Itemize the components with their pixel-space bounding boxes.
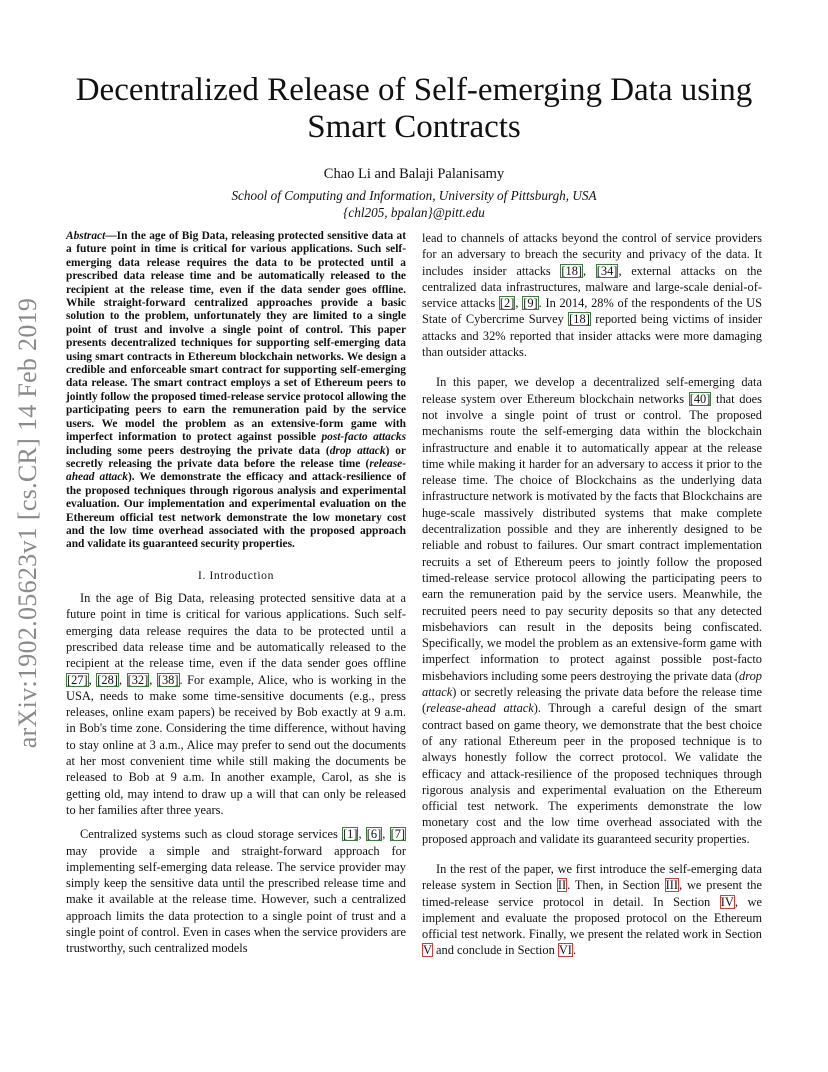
citation-link[interactable]: [6]: [366, 827, 382, 842]
paragraph-text: , we present the timed-release service protocol in detail. In Section: [422, 878, 762, 909]
section-heading-introduction: I. Introduction: [198, 568, 274, 582]
paragraph-text: In this paper, we develop a decentralized self-emerging data release system over Ethereum blockchain networks: [422, 375, 762, 406]
intro-paragraph-3: lead to channels of attacks beyond the control of service providers for an adversary to breach the security and privacy of the data. It includes insider attacks [18], [34], external attacks on the centralized data infrastructures, malware and large-scale denial-of-service attacks [2], [9]. In 2014, 28% of the respondents of the US State of Cybercrime Survey [18] reported being victims of insider attacks and 32% reported that insider attacks were more damaging than outsider attacks.: [422, 231, 763, 360]
abstract-emphasis: release-ahead attack: [66, 457, 406, 484]
intro-paragraph-4: [422, 374, 762, 847]
citation-link[interactable]: [9]: [523, 296, 538, 311]
abstract-emphasis: post-facto attacks: [321, 431, 407, 444]
paragraph-text: lead to channels of attacks beyond the control of service providers for an adversary to breach the security and privacy of the data. It includes insider attacks: [422, 231, 762, 278]
emphasis: drop attack: [422, 668, 762, 700]
paragraph-text: , we implement and evaluate the proposed protocol on the Ethereum official test network. Finally, we present the related work in Section: [422, 894, 762, 942]
paper-title: Decentralized Release of Self-emerging Data using Smart Contracts: [75, 72, 753, 145]
right-column: [422, 230, 762, 967]
paper-authors: Chao Li and Balaji Palanisamy: [323, 166, 505, 182]
abstract-text: —In the age of Big Data, releasing protected sensitive data at a future point in time is critical for various applications. Such self-emerging data release requires the data to be protected until a prescribed data release time and be automatically released to the recipient at the release time, even if the data sender goes offline. While straight-forward centralized approaches provide a basic solution to the problem, unfortunately they are limited to a single point of trust and involve a single point of control. This paper presents decentralized techniques for supporting self-emerging data using smart contracts in Ethereum blockchain networks. We design a credible and enforceable smart contract for supporting self-emerging data release. The smart contract employs a set of Ethereum peers to jointly follow the proposed timed-release service protocol allowing the participating peers to earn the remuneration paid by the service users. We model the problem as an extensive-form game with imperfect information to protect against possible: [66, 230, 406, 444]
paragraph-text: Centralized systems such as cloud storage services: [80, 827, 343, 842]
paragraph-text: . For example, Alice, who is working in the USA, needs to make some time-sensitive documents (e.g., press releases, online exam papers) be received by Bob exactly at 9 a.m. in Bob's time zone. Considering the time difference, without having to stay online at 3 a.m., Alice may prefer to send out the documents at her most convenient time while still making the documents be released to Bob at 9 a.m. In another example, Carol, as she is getting old, may intend to draw up a will that can only be released to her families after three years.: [66, 672, 406, 817]
paragraph-text: . In 2014, 28% of the respondents of the US State of Cybercrime Survey: [422, 296, 762, 327]
citation-link[interactable]: [40]: [689, 391, 711, 406]
intro-paragraph-5: [422, 861, 762, 959]
affiliation-block: [60, 187, 768, 221]
paragraph-text: , external attacks on the centralized data infrastructures, malware and large-scale denial-of-service attacks: [422, 263, 762, 311]
citation-link[interactable]: [18]: [569, 312, 590, 327]
section-ref-link[interactable]: II: [557, 878, 567, 893]
affiliation: School of Computing and Information, University of Pittsburgh, USA: [231, 188, 597, 203]
citation-link[interactable]: [34]: [596, 263, 618, 278]
abstract-text: including some peers destroying the private data (: [66, 444, 330, 457]
paragraph-text: In the age of Big Data, releasing protected sensitive data at a future point in time is critical for various applications. Such self-emerging data release requires the data to be protected until a prescribed data release time and be automatically released to the recipient at the release time, even if the data sender goes offline: [66, 591, 406, 671]
intro-paragraph-2: Centralized systems such as cloud storage services [1], [6], [7] may provide a simple and straight-forward approach for implementing self-emerging data release. The service provider may simply keep the sensitive data until the prescribed release time and make it available at the release time. However, such a centralized approach limits the data protection to a single point of trust and a single point of control. Even in cases when the service providers are trustworthy, such centralized models: [66, 827, 406, 956]
section-ref-link[interactable]: IV: [720, 894, 734, 909]
left-column: [66, 230, 406, 965]
citation-link[interactable]: [7]: [390, 827, 406, 842]
section-ref-link[interactable]: III: [665, 878, 679, 893]
abstract-text: ) or secretly releasing the private data before the release time (: [66, 444, 406, 470]
section-ref-link[interactable]: V: [423, 943, 432, 958]
paragraph-text: ). Through a careful design of the smart contract based on game theory, we demonstrate that the best choice of any rational Ethereum peer in the proposed technique is to always honestly follow the correct protocol. We validate the efficacy and attack-resilience of the proposed techniques through rigorous analysis and experimental evaluation on the Ethereum official test network. The experiments demonstrate the low monetary cost and the low time overhead associated with the proposed approach and validate its guaranteed security properties.: [422, 701, 762, 846]
paragraph-text: . Then, in Section: [567, 878, 665, 893]
abstract-lead: Abstract: [66, 230, 106, 242]
citation-link[interactable]: [2]: [499, 296, 515, 311]
paragraph-text: In the rest of the paper, we first introduce the self-emerging data release system in Section: [422, 861, 762, 893]
section-ref-link[interactable]: VI: [558, 943, 572, 958]
abstract-text: ). We demonstrate the efficacy and attack-resilience of the proposed techniques through rigorous analysis and experimental evaluation. Our implementation and experimental evaluation on the Ethereum official test network demonstrate the low monetary cost and the low time overhead associated with the proposed approach and validate its guaranteed security properties.: [66, 471, 407, 551]
citation-link[interactable]: [1]: [343, 827, 358, 842]
citation-link[interactable]: [28]: [97, 672, 118, 687]
paragraph-text: .: [572, 943, 577, 958]
paragraph-text: and conclude in Section: [432, 943, 558, 958]
citation-link[interactable]: [32]: [127, 672, 149, 687]
emphasis: release-ahead attack: [426, 701, 534, 716]
abstract: [66, 230, 406, 552]
citation-link[interactable]: [27]: [67, 672, 88, 687]
arxiv-id: arXiv:1902.05623v1 [cs.CR] 14 Feb 2019: [13, 297, 42, 749]
abstract-emphasis: drop attack: [329, 444, 386, 457]
paragraph-text: reported being victims of insider attacks and 32% reported that insider attacks were more damaging than outsider attacks.: [422, 312, 763, 360]
paragraph-text: may provide a simple and straight-forward approach for implementing self-emerging data release. The service provider may simply keep the sensitive data until the prescribed release time and make it available at the release time. However, such a centralized approach limits the data protection to a single point of trust and a single point of control. Even in cases when the service providers are trustworthy, such centralized models: [66, 843, 406, 956]
intro-paragraph-1: In the age of Big Data, releasing protected sensitive data at a future point in time is critical for various applications. Such self-emerging data release requires the data to be protected until a prescribed data release time and be automatically released to the recipient at the release time, even if the data sender goes offline [27], [28], [32], [38]. For example, Alice, who is working in the USA, needs to make some time-sensitive documents (e.g., press releases, online exam papers) be received by Bob exactly at 9 a.m. in Bob's time zone. Considering the time difference, without having to stay online at 3 a.m., Alice may prefer to send out the documents at her most convenient time while still making the documents be released to Bob at 9 a.m. In another example, Carol, as she is getting old, may intend to draw up a will that can only be released to her families after three years.: [66, 591, 406, 817]
citation-link[interactable]: [18]: [561, 263, 583, 278]
paragraph-text: that does not involve a single point of trust or control. The proposed mechanisms route the self-emerging data within the blockchain infrastructure and enable it to automatically appear at the release time while making it harder for an adversary to access it prior to the release time. The choice of Blockchains as the underlying data infrastructure network is motivated by the facts that Blockchains are huge-scale massively distributed systems that make complete decentralization possible and they are inherently designed to be reliable and robust to failures. Our smart contract implementation recruits a set of Ethereum peers to jointly follow the proposed timed-release service protocol allowing the participating peers to earn the remuneration paid by the service users. Meanwhile, the recruited peers need to pay security deposits so that any detected misbehaviors can result in the deposits being confiscated. Specifically, we model the problem as an extensive-form game with imperfect information to protect against possible post-facto misbehaviors including some peers destroying the private data (: [422, 391, 762, 683]
paragraph-text: ) or secretly releasing the private data before the release time (: [422, 685, 762, 716]
citation-link[interactable]: [38]: [157, 672, 179, 687]
arxiv-stamp: [10, 288, 46, 758]
author-emails: {chl205, bpalan}@pitt.edu: [343, 205, 485, 220]
